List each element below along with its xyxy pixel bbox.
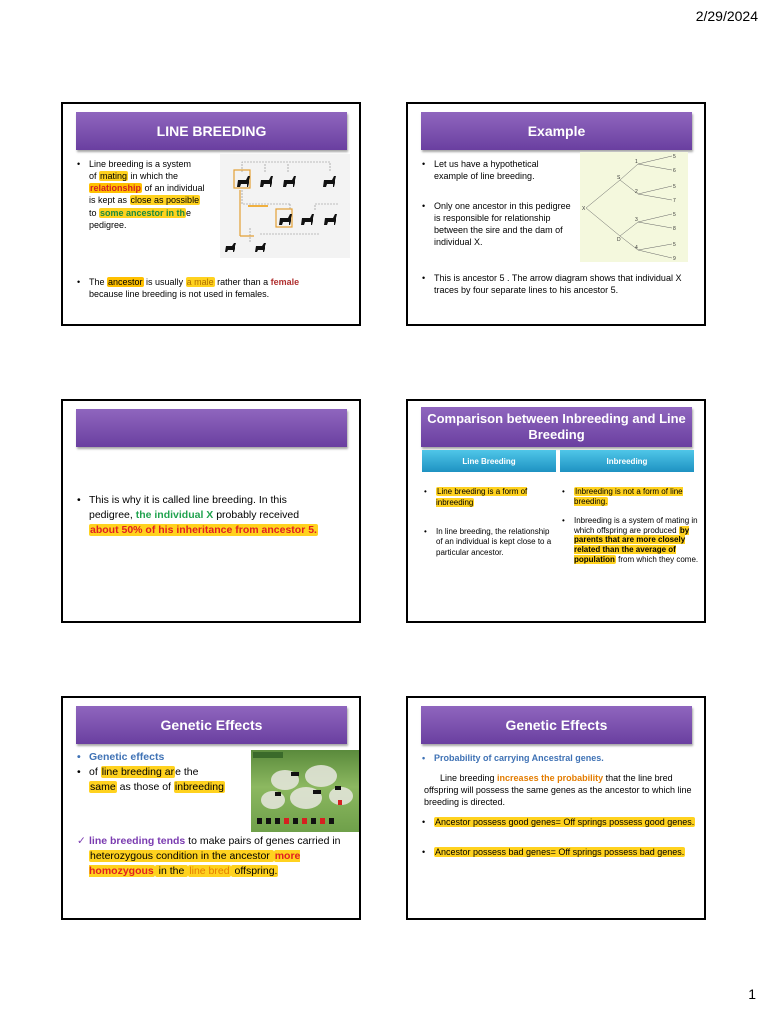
node-4: 4 <box>635 245 638 251</box>
slide-example <box>406 102 706 326</box>
leaf-node: 5 <box>673 184 676 190</box>
inbreeding-column <box>562 487 702 564</box>
node-2: 2 <box>635 189 638 195</box>
slide-title: LINE BREEDING <box>76 112 347 150</box>
check-line-breeding-tends: ✓ line breeding tends to make pairs of genes carried in heterozygous condition in the ancestor more homozygous in the line bred offspring. <box>77 835 341 878</box>
node-x: X <box>582 206 586 212</box>
slide-why-line-breeding <box>61 399 361 623</box>
node-3: 3 <box>635 217 638 223</box>
slide-line-breeding <box>61 102 361 326</box>
page-date: 2/29/2024 <box>695 8 758 24</box>
slide-title: Genetic Effects <box>421 706 692 744</box>
sheep-pedigree-image <box>251 750 361 832</box>
leaf-node: 8 <box>673 226 676 232</box>
slide-genetic-effects-1 <box>61 696 361 920</box>
line-breeding-column <box>424 487 556 559</box>
arrow-diagram <box>580 152 688 262</box>
slide-title <box>76 409 347 447</box>
leaf-node: 6 <box>673 168 676 174</box>
bullet-good-genes: • Ancestor possess good genes= Off springs possess good genes. <box>422 816 698 830</box>
list-item: • Inbreeding is a system of mating in which offspring are produced by parents that are more closely related than the average of population from which they come. <box>562 516 702 564</box>
bullet-probability: • Probability of carrying Ancestral genes. <box>422 752 698 764</box>
leaf-node: 9 <box>673 256 676 262</box>
bullet-bad-genes: • Ancestor possess bad genes= Off springs possess bad genes. <box>422 846 698 860</box>
slide-title: Example <box>421 112 692 150</box>
checkmark-icon: ✓ <box>77 835 86 847</box>
leaf-node: 5 <box>673 242 676 248</box>
slide-title: Comparison between Inbreeding and Line Breeding <box>421 407 692 447</box>
slide-genetic-effects-2 <box>406 696 706 920</box>
list-item: • Line breeding is a form of inbreeding <box>424 487 556 509</box>
paragraph-probability: Line breeding increases the probability that the line bred offspring will possess the same genes as the ancestor to which line breeding is directed. <box>424 773 692 808</box>
bullet-ancestor: • The ancestor is usually a male rather than a female because line breeding is not used in females. <box>77 276 349 300</box>
slide-title: Genetic Effects <box>76 706 347 744</box>
column-header-inbreeding: Inbreeding <box>560 450 694 472</box>
bullet-one-ancestor: • Only one ancestor in this pedigree is responsible for relationship between the sire and the dam of individual X. <box>422 200 578 249</box>
bullet-genetic-effects: • Genetic effects • of line breeding are the same as those of inbreeding <box>77 750 247 796</box>
bullet-definition: • Line breeding is a system of mating in which the relationship of an individual is kept as close as possible to some ancestor in the pedigree. <box>77 158 219 231</box>
node-s: S <box>617 175 621 181</box>
list-item: • In line breeding, the relationship of an individual is kept close to a particular ancestor. <box>424 527 556 559</box>
bullet-inheritance: • This is why it is called line breeding. In this pedigree, the individual X probably received about 50% of his inheritance from ancestor 5. <box>77 493 353 539</box>
leaf-node: 7 <box>673 198 676 204</box>
page-number: 1 <box>748 986 756 1002</box>
node-1: 1 <box>635 159 638 165</box>
pedigree-dogs-image <box>220 154 350 258</box>
column-header-line-breeding: Line Breeding <box>422 450 556 472</box>
bullet-hypothetical: • Let us have a hypothetical example of line breeding. <box>422 158 568 182</box>
leaf-node: 5 <box>673 154 676 160</box>
leaf-node: 5 <box>673 212 676 218</box>
node-d: D <box>617 237 621 243</box>
slide-comparison <box>406 399 706 623</box>
list-item: • Inbreeding is not a form of line breeding. <box>562 487 702 506</box>
bullet-ancestor-five: • This is ancestor 5 . The arrow diagram shows that individual X traces by four separate lines to his ancestor 5. <box>422 272 692 296</box>
